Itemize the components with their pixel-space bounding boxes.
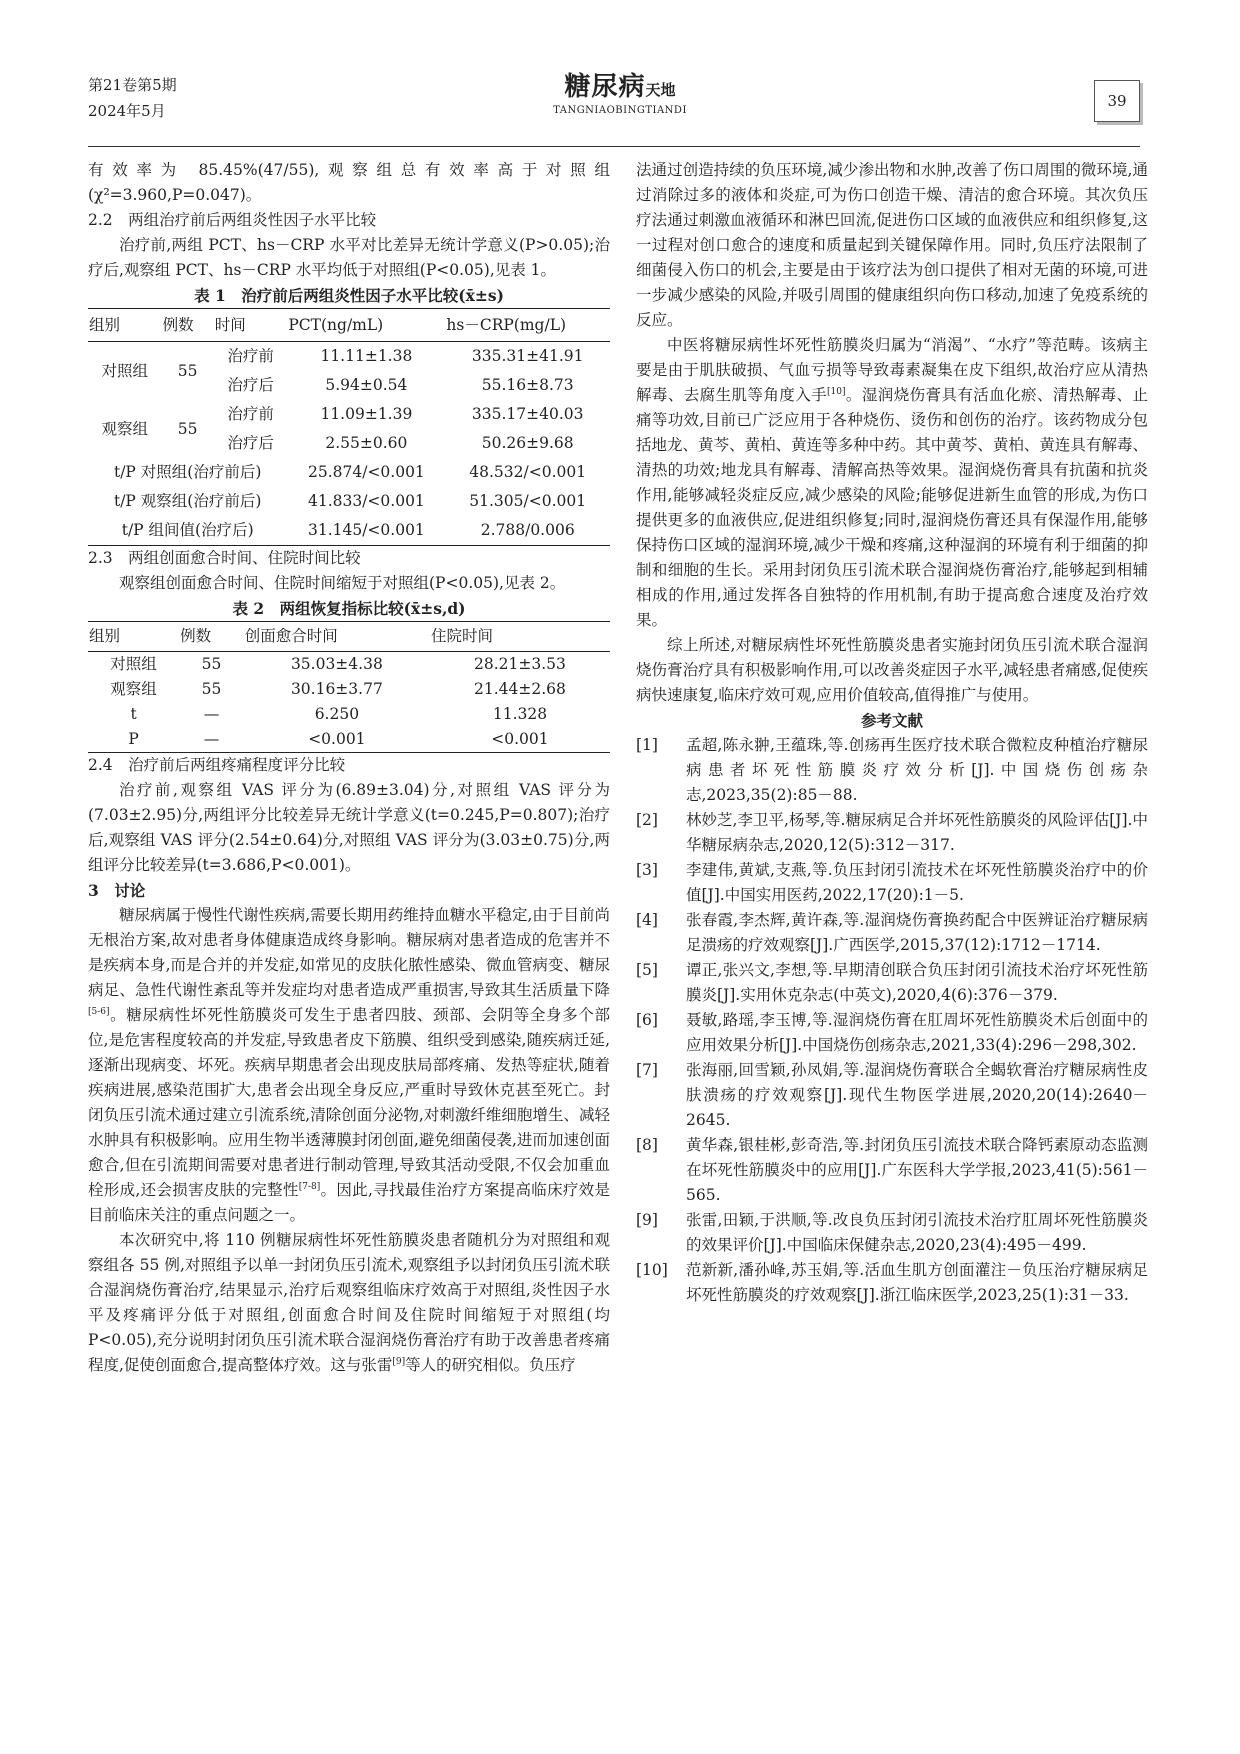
cell-stat-label: t/P 观察组(治疗前后) <box>113 492 262 510</box>
text: 等人的研究相似。负压疗 <box>405 1356 576 1374</box>
reference-item <box>636 958 1148 1008</box>
table-2 <box>88 621 610 753</box>
journal-title <box>0 66 1240 116</box>
cell-crp: 55.16±8.73 <box>481 376 574 394</box>
table-row <box>88 458 610 487</box>
cell: 28.21±3.53 <box>474 655 566 673</box>
table-caption: 表 2 两组恢复指标比较(x̄±s,d) <box>232 599 466 618</box>
cell: <0.001 <box>308 730 366 748</box>
reference-text: 林妙芝,李卫平,杨琴,等.糖尿病足合并坏死性筋膜炎的风险评估[J].中华糖尿病杂志,2020,12(5):312－317. <box>686 811 1148 854</box>
cell-time: 治疗前 <box>227 405 274 423</box>
reference-number: [5] <box>636 961 658 979</box>
reference-item <box>636 1258 1148 1308</box>
th: hs－CRP(mg/L) <box>445 309 610 342</box>
references-title: 参考文献 <box>860 711 923 730</box>
cell-time: 治疗后 <box>227 376 274 394</box>
cell-crp: 50.26±9.68 <box>481 434 574 452</box>
reference-item <box>636 1008 1148 1058</box>
paragraph: 治疗前,观察组 VAS 评分为(6.89±3.04)分,对照组 VAS 评分为(7.03±2.95)分,两组评分比较差异无统计学意义(t=0.245,P=0.807);治疗后,观察组 VAS 评分(2.54±0.64)分,对照组 VAS 评分为(3.03±0.75)分,两组评分比较差异(t=3.686,P<0.001)。 <box>88 781 610 874</box>
reference-number: [1] <box>636 736 658 754</box>
paragraph: 治疗前,两组 PCT、hs－CRP 水平对比差异无统计学意义(P>0.05);治疗后,观察组 PCT、hs－CRP 水平均低于对照组(P<0.05),见表 1。 <box>88 236 610 279</box>
section-heading: 2.3 两组创面愈合时间、住院时间比较 <box>88 549 361 567</box>
reference-text: 张海丽,回雪颖,孙凤娟,等.湿润烧伤膏联合全蝎软膏治疗糖尿病性皮肤溃疡的疗效观察[J].现代生物医学进展,2020,20(14):2640－2645. <box>686 1061 1148 1129</box>
table-row <box>88 652 610 678</box>
reference-number: [4] <box>636 911 658 929</box>
cell-n: 55 <box>177 361 198 380</box>
th: 住院时间 <box>430 622 610 652</box>
text: 本次研究中,将 110 例糖尿病性坏死性筋膜炎患者随机分为对照组和观察组各 55 例,对照组予以单一封闭负压引流术,观察组予以封闭负压引流术联合湿润烧伤膏治疗,结果显示,治疗后观察组临床疗效高于对照组,炎性因子水平及疼痛评分低于对照组,创面愈合时间及住院时间缩短于对照组(均 P<0.05),充分说明封闭负压引流术联合湿润烧伤膏治疗有助于改善患者疼痛程度,促使创面愈合,提高整体疗效。这与张雷 <box>88 1231 610 1374</box>
reference-item <box>636 858 1148 908</box>
th: PCT(ng/mL) <box>287 309 445 342</box>
reference-item <box>636 1208 1148 1258</box>
cell: 30.16±3.77 <box>290 680 383 698</box>
reference-text: 张雷,田颖,于洪顺,等.改良负压封闭引流技术治疗肛周坏死性筋膜炎的效果评价[J].中国临床保健杂志,2020,23(4):495－499. <box>686 1211 1148 1254</box>
table-row <box>88 400 610 429</box>
paragraph: 综上所述,对糖尿病性坏死性筋膜炎患者实施封闭负压引流术联合湿润烧伤膏治疗具有积极影响作用,可以改善炎症因子水平,减轻患者痛感,促使疾病快速康复,临床疗效可观,应用价值较高,值得推广与使用。 <box>636 636 1148 704</box>
paragraph: 法通过创造持续的负压环境,减少渗出物和水肿,改善了伤口周围的微环境,通过消除过多的液体和炎症,可为伤口创造干燥、清洁的愈合环境。其次负压疗法通过刺激血液循环和淋巴回流,促进伤口区域的血液供应和组织修复,这一过程对创口愈合的速度和质量起到关键保障作用。同时,负压疗法限制了细菌侵入伤口的机会,主要是由于该疗法为创口提供了相对无菌的环境,可进一步减少感染的风险,并吸引周围的健康组织向伤口移动,加速了免疫系统的反应。 <box>636 161 1148 329</box>
reference-text: 孟超,陈永翀,王蕴珠,等.创疡再生医疗技术联合微粒皮种植治疗糖尿病患者坏死性筋膜炎疗效分析[J].中国烧伤创疡杂志,2023,35(2):85－88. <box>686 736 1148 804</box>
table-row <box>88 727 610 753</box>
right-column <box>636 158 1148 1308</box>
reference-text: 范新新,潘孙峰,苏玉娟,等.活血生肌方创面灌注－负压治疗糖尿病足坏死性筋膜炎的疗效观察[J].浙江临床医学,2023,25(1):31－33. <box>686 1261 1148 1304</box>
reference-list <box>636 733 1148 1308</box>
text: 。因此,寻找最佳治疗方案提高临床疗效是目前临床关注的重点问题之一。 <box>88 1181 610 1224</box>
citation: [10] <box>827 386 846 397</box>
text: 。湿润烧伤膏具有活血化瘀、清热解毒、止痛等功效,目前已广泛应用于各种烧伤、烫伤和创伤的治疗。该药物成分包括地龙、黄芩、黄柏、黄连等多种中药。其中黄芩、黄柏、黄连具有解毒、清热的功效;地龙具有解毒、清解高热等效果。湿润烧伤膏具有抗菌和抗炎作用,能够减轻炎症反应,减少感染的风险;能够促进新生血管的形成,为伤口提供更多的血液供应,促进组织修复;同时,湿润烧伤膏还具有保湿作用,能够保持伤口区域的湿润环境,减少干燥和疼痛,这种湿润的环境有利于细菌的抑制和细胞的生长。采用封闭负压引流术联合湿润烧伤膏治疗,能够起到相辅相成的作用,通过发挥各自独特的作用机制,有助于提高愈合速度及治疗效果。 <box>636 386 1148 629</box>
th: 组别 <box>88 309 162 342</box>
paragraph <box>88 903 610 1228</box>
reference-number: [6] <box>636 1011 658 1029</box>
cell-stat-label: t/P 对照组(治疗前后) <box>113 463 262 481</box>
cell-pct: 11.09±1.39 <box>320 405 413 423</box>
reference-number: [7] <box>636 1061 658 1079</box>
cell-stat-label: t/P 组间值(治疗后) <box>121 521 254 539</box>
paragraph <box>88 1228 610 1378</box>
table-header-row <box>88 309 610 342</box>
reference-number: [10] <box>636 1261 668 1279</box>
paragraph: 有效率为 85.45%(47/55),观察组总有效率高于对照组(χ²=3.960,P=0.047)。 <box>88 161 610 204</box>
cell-pct: 11.11±1.38 <box>320 347 413 365</box>
left-column <box>88 158 610 1378</box>
cell: 11.328 <box>492 705 548 723</box>
reference-item <box>636 808 1148 858</box>
cell: — <box>203 730 220 748</box>
cell-pct: 25.874/<0.001 <box>307 463 425 481</box>
section-heading: 2.4 治疗前后两组疼痛程度评分比较 <box>88 756 346 774</box>
cell-n: 55 <box>177 419 198 438</box>
cell-group: 观察组 <box>101 419 149 438</box>
th: 组别 <box>88 622 179 652</box>
reference-text: 聂敏,路瑶,李玉博,等.湿润烧伤膏在肛周坏死性筋膜炎术后创面中的应用效果分析[J].中国烧伤创疡杂志,2021,33(4):296－298,302. <box>686 1011 1148 1054</box>
cell-time: 治疗前 <box>227 347 274 365</box>
cell-group: 对照组 <box>101 361 149 380</box>
cell: — <box>203 705 220 723</box>
reference-number: [2] <box>636 811 658 829</box>
cell-time: 治疗后 <box>227 434 274 452</box>
header-rule <box>88 146 1140 147</box>
table-row <box>88 702 610 727</box>
cell: 55 <box>201 680 222 698</box>
cell-crp: 51.305/<0.001 <box>469 492 587 510</box>
table-row <box>88 342 610 372</box>
volume-label: 第21卷第5期 <box>88 76 177 94</box>
cell-pct: 2.55±0.60 <box>325 434 408 452</box>
journal-small: 天地 <box>645 81 676 99</box>
reference-text: 张春霞,李杰辉,黄许森,等.湿润烧伤膏换药配合中医辨证治疗糖尿病足溃疡的疗效观察[J].广西医学,2015,37(12):1712－1714. <box>686 911 1148 954</box>
th: 例数 <box>162 309 214 342</box>
text: 糖尿病属于慢性代谢性疾病,需要长期用药维持血糖水平稳定,由于目前尚无根治方案,故对患者身体健康造成终身影响。糖尿病对患者造成的危害并不是疾病本身,而是合并的并发症,如常见的皮肤化脓性感染、微血管病变、糖尿病足、急性代谢性紊乱等并发症均对患者造成严重损害,导致其生活质量下降 <box>88 906 610 999</box>
reference-number: [3] <box>636 861 658 879</box>
table-row <box>88 677 610 702</box>
cell-pct: 41.833/<0.001 <box>307 492 425 510</box>
cell: P <box>128 730 139 748</box>
citation: [7-8] <box>298 1181 321 1192</box>
table-row <box>88 516 610 546</box>
reference-number: [8] <box>636 1136 658 1154</box>
journal-main: 糖尿病 <box>564 72 646 102</box>
text: 。糖尿病性坏死性筋膜炎可发生于患者四肢、颈部、会阴等全身多个部位,是危害程度较高的并发症,导致患者皮下筋膜、组织受到感染,随疾病迁延,逐渐出现病变、坏死。疾病早期患者会出现皮肤局部疼痛、发热等症状,随着疾病进展,感染范围扩大,患者会出现全身反应,严重时导致休克甚至死亡。封闭负压引流术通过建立引流系统,清除创面分泌物,对刺激纤维细胞增生、减轻水肿具有积极影响。应用生物半透薄膜封闭创面,避免细菌侵袭,进而加速创面愈合,但在引流期间需要对患者进行制动管理,导致其活动受限,不仅会加重血栓形成,还会损害皮肤的完整性 <box>88 1006 610 1199</box>
th: 例数 <box>179 622 244 652</box>
citation: [5-6] <box>88 1006 110 1017</box>
cell-crp: 2.788/0.006 <box>480 521 575 539</box>
journal-pinyin: TANGNIAOBINGTIANDI <box>553 105 687 116</box>
cell: 对照组 <box>110 655 157 673</box>
paragraph: 观察组创面愈合时间、住院时间缩短于对照组(P<0.05),见表 2。 <box>119 574 566 592</box>
cell: 55 <box>201 655 222 673</box>
reference-item <box>636 1133 1148 1208</box>
cell: 观察组 <box>110 680 157 698</box>
table-caption: 表 1 治疗前后两组炎性因子水平比较(x̄±s) <box>194 286 504 305</box>
th: 创面愈合时间 <box>244 622 430 652</box>
cell: 35.03±4.38 <box>290 655 383 673</box>
cell: <0.001 <box>491 730 549 748</box>
reference-text: 李建伟,黄斌,支燕,等.负压封闭引流技术在坏死性筋膜炎治疗中的价值[J].中国实用医药,2022,17(20):1－5. <box>686 861 1148 904</box>
cell-crp: 48.532/<0.001 <box>469 463 587 481</box>
text: 中医将糖尿病性坏死性筋膜炎归属为“消渴”、“水疗”等范畴。该病主要是由于肌肤破损、气血亏损等导致毒素凝集在皮下组织,故治疗应从清热解毒、去腐生肌等角度入手 <box>636 336 1148 404</box>
date-label: 2024年5月 <box>88 102 166 120</box>
table-header-row <box>88 622 610 652</box>
table-1 <box>88 308 610 546</box>
page-number: 39 <box>1094 80 1140 122</box>
section-heading: 2.2 两组治疗前后两组炎性因子水平比较 <box>88 211 377 229</box>
reference-item <box>636 733 1148 808</box>
citation: [9] <box>392 1356 406 1367</box>
reference-number: [9] <box>636 1211 658 1229</box>
cell-pct: 5.94±0.54 <box>325 376 408 394</box>
table-row <box>88 487 610 516</box>
cell-pct: 31.145/<0.001 <box>307 521 425 539</box>
section-heading: 3 讨论 <box>88 881 146 900</box>
cell: 6.250 <box>314 705 360 723</box>
reference-item <box>636 908 1148 958</box>
paragraph <box>636 333 1148 633</box>
reference-text: 黄华森,银桂彬,彭奇浩,等.封闭负压引流技术联合降钙素原动态监测在坏死性筋膜炎中的应用[J].广东医科大学学报,2023,41(5):561－565. <box>686 1136 1148 1204</box>
cell-crp: 335.31±41.91 <box>471 347 584 365</box>
reference-text: 谭正,张兴文,李想,等.早期清创联合负压封闭引流技术治疗坏死性筋膜炎[J].实用休克杂志(中英文),2020,4(6):376－379. <box>686 961 1148 1004</box>
cell: t <box>130 705 137 723</box>
reference-item <box>636 1058 1148 1133</box>
cell: 21.44±2.68 <box>474 680 566 698</box>
th: 时间 <box>214 309 288 342</box>
cell-crp: 335.17±40.03 <box>471 405 584 423</box>
